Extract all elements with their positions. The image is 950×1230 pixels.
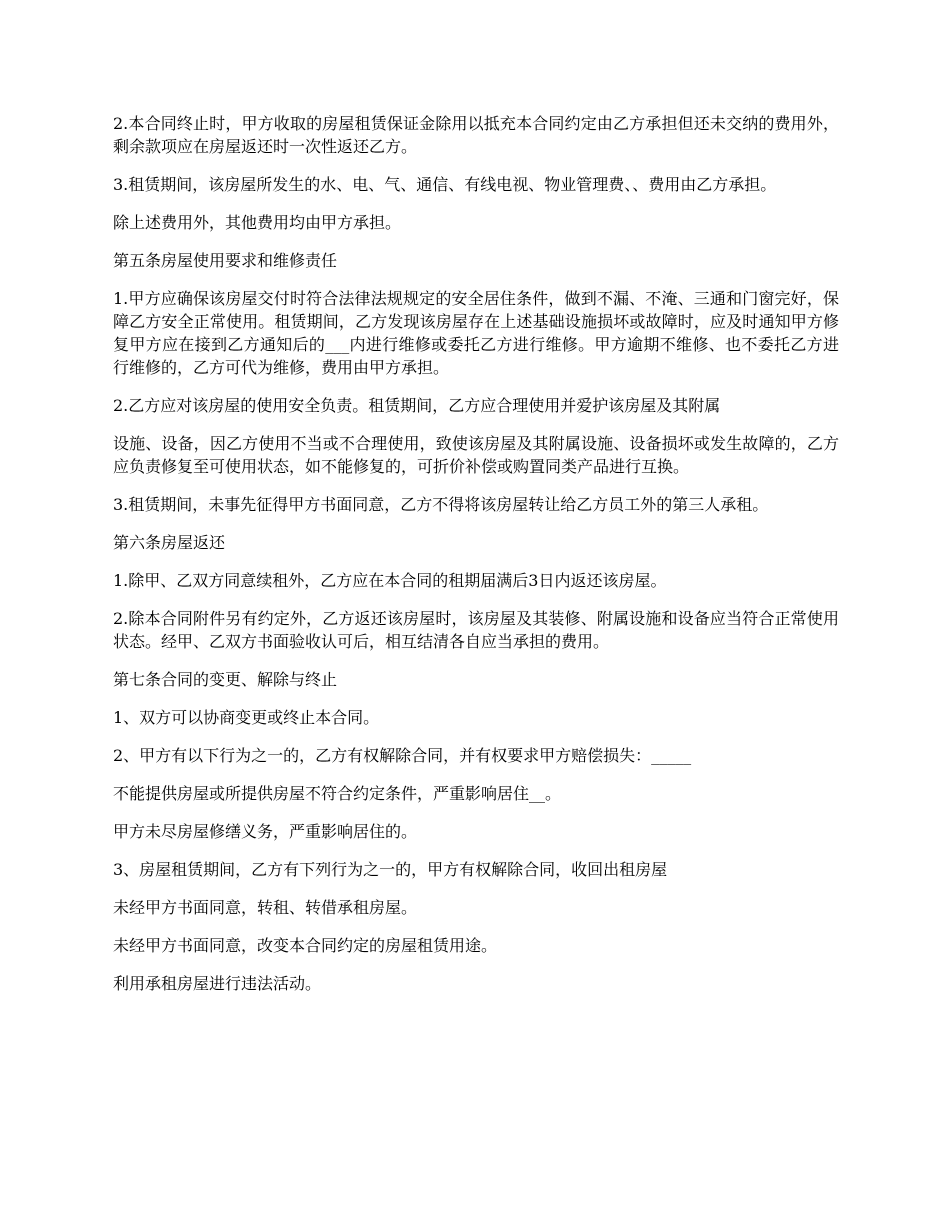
paragraph-facility-damage: 设施、设备，因乙方使用不当或不合理使用，致使该房屋及其附属设施、设备损坏或发生故障的，乙方应负责修复至可使用状态，如不能修复的，可折价补偿或购置同类产品进行互换。 (113, 434, 839, 476)
paragraph-mutual-termination: 1、双方可以协商变更或终止本合同。 (113, 708, 380, 727)
paragraph-sublet-restriction: 3.租赁期间，未事先征得甲方书面同意，乙方不得将该房屋转让给乙方员工外的第三人承租。 (113, 495, 769, 514)
paragraph-housing-not-provided: 不能提供房屋或所提供房屋不符合约定条件，严重影响居住__。 (113, 784, 562, 803)
paragraph-illegal-activity: 利用承租房屋进行违法活动。 (113, 974, 322, 993)
section-heading-article-6: 第六条房屋返还 (113, 533, 226, 552)
section-heading-article-7: 第七条合同的变更、解除与终止 (113, 670, 338, 689)
paragraph-other-fees: 除上述费用外，其他费用均由甲方承担。 (113, 213, 402, 232)
paragraph-landlord-maintenance: 1.甲方应确保该房屋交付时符合法律法规规定的安全居住条件，做到不漏、不淹、三通和门窗完好，保障乙方安全正常使用。租赁期间，乙方发现该房屋存在上述基础设施损坏或故障时，应及时通知甲方修复甲方应在接到乙方通知后的___内进行维修或委托乙方进行维修。甲方逾期不维修、也不委托乙方进行维修的，乙方可代为维修，费用由甲方承担。 (113, 289, 839, 377)
paragraph-return-condition: 2.除本合同附件另有约定外，乙方返还该房屋时，该房屋及其装修、附属设施和设备应当符合正常使用状态。经甲、乙双方书面验收认可后，相互结清各自应当承担的费用。 (113, 609, 839, 651)
paragraph-tenant-safety: 2.乙方应对该房屋的使用安全负责。租赁期间，乙方应合理使用并爱护该房屋及其附属 (113, 396, 721, 415)
paragraph-deposit-return: 2.本合同终止时，甲方收取的房屋租赁保证金除用以抵充本合同约定由乙方承担但还未交纳的费用外，剩余款项应在房屋返还时一次性返还乙方。 (113, 114, 839, 156)
paragraph-landlord-termination-rights: 3、房屋租赁期间，乙方有下列行为之一的，甲方有权解除合同，收回出租房屋 (113, 860, 668, 879)
section-heading-article-5: 第五条房屋使用要求和维修责任 (113, 251, 338, 270)
document-body (113, 112, 839, 1010)
paragraph-repair-failure: 甲方未尽房屋修缮义务，严重影响居住的。 (113, 822, 418, 841)
paragraph-unauthorized-use-change: 未经甲方书面同意，改变本合同约定的房屋租赁用途。 (113, 936, 498, 955)
paragraph-utility-fees: 3.租赁期间，该房屋所发生的水、电、气、通信、有线电视、物业管理费、、费用由乙方承担。 (113, 175, 777, 194)
paragraph-tenant-termination-rights: 2、甲方有以下行为之一的，乙方有权解除合同，并有权要求甲方赔偿损失：_____ (113, 746, 692, 765)
paragraph-unauthorized-sublet: 未经甲方书面同意，转租、转借承租房屋。 (113, 898, 418, 917)
paragraph-return-deadline: 1.除甲、乙双方同意续租外，乙方应在本合同的租期届满后3日内返还该房屋。 (113, 571, 667, 590)
